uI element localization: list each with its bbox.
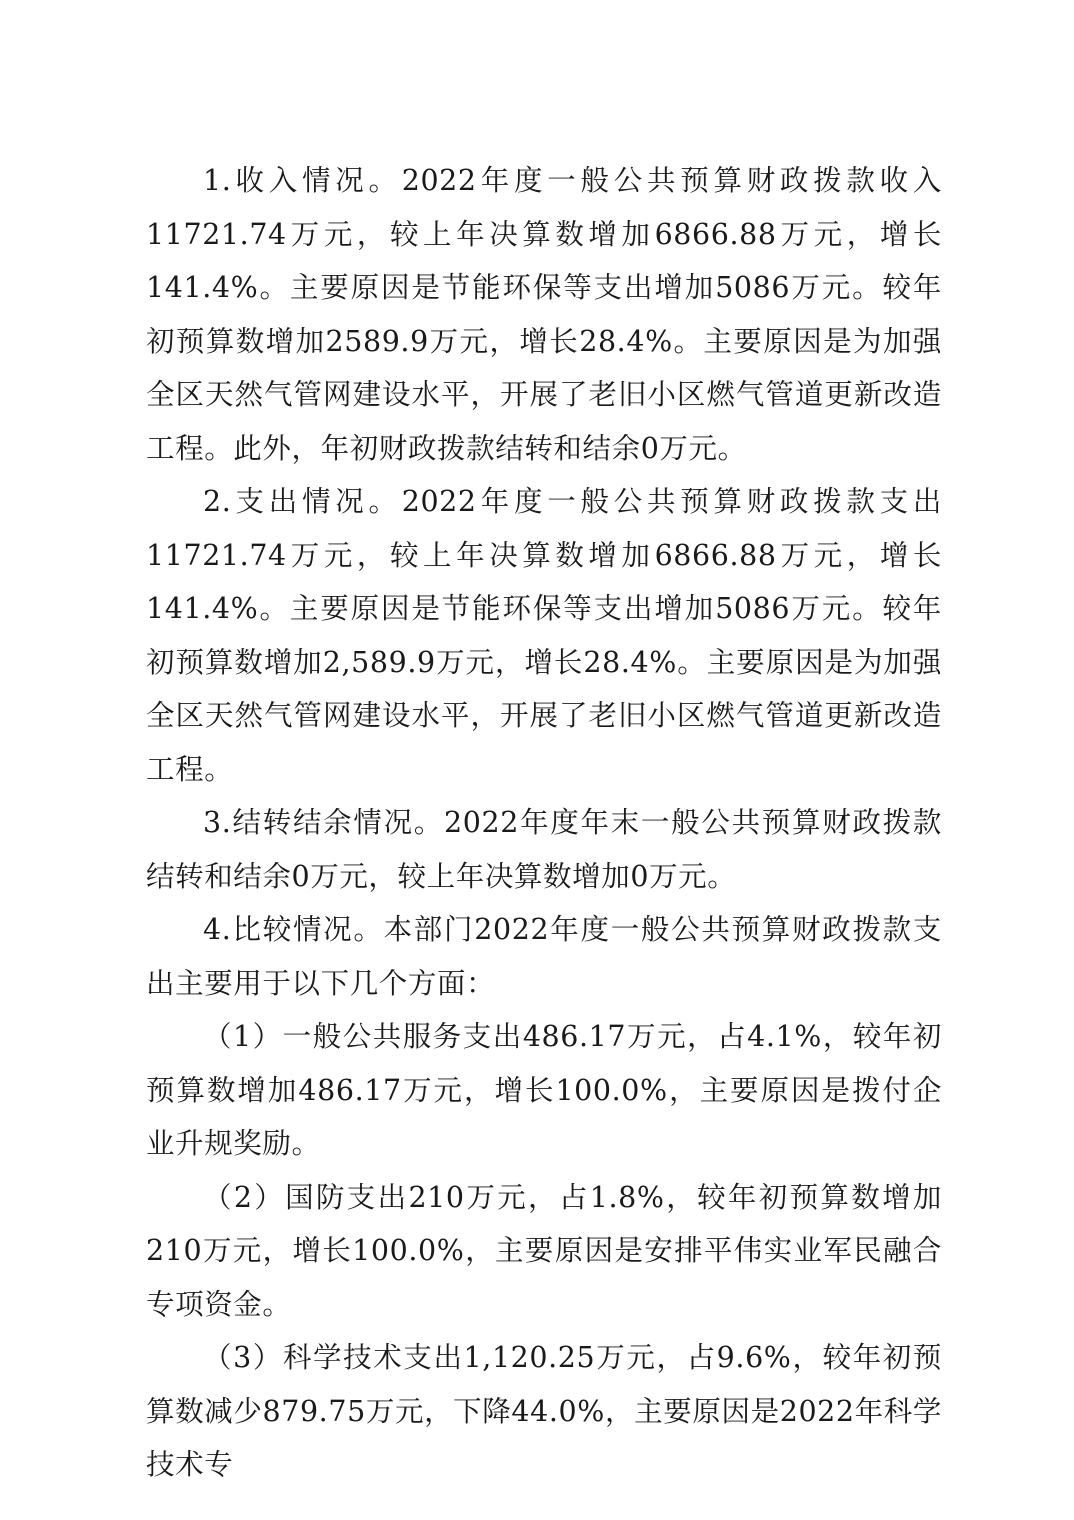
document-body	[146, 154, 942, 1492]
paragraph-item-2: （2）国防支出210万元，占1.8%，较年初预算数增加210万元，增长100.0%，主要原因是安排平伟实业军民融合专项资金。	[146, 1180, 942, 1321]
paragraph-income: 1.收入情况。2022年度一般公共预算财政拨款收入11721.74万元，较上年决算数增加6866.88万元，增长141.4%。主要原因是节能环保等支出增加5086万元。较年初预算数增加2589.9万元，增长28.4%。主要原因是为加强全区天然气管网建设水平，开展了老旧小区燃气管道更新改造工程。此外，年初财政拨款结转和结余0万元。	[146, 164, 942, 465]
paragraph-comparison: 4.比较情况。本部门2022年度一般公共预算财政拨款支出主要用于以下几个方面：	[146, 913, 942, 1000]
paragraph-item-3: （3）科学技术支出1,120.25万元，占9.6%，较年初预算数减少879.75万元，下降44.0%，主要原因是2022年科学技术专	[146, 1341, 942, 1481]
paragraph-carryover: 3.结转结余情况。2022年度年末一般公共预算财政拨款结转和结余0万元，较上年决算数增加0万元。	[146, 806, 942, 893]
paragraph-item-1: （1）一般公共服务支出486.17万元，占4.1%，较年初预算数增加486.17万元，增长100.0%，主要原因是拨付企业升规奖励。	[146, 1020, 942, 1160]
paragraph-expenditure: 2.支出情况。2022年度一般公共预算财政拨款支出11721.74万元，较上年决算数增加6866.88万元，增长141.4%。主要原因是节能环保等支出增加5086万元。较年初预算数增加2,589.9万元，增长28.4%。主要原因是为加强全区天然气管网建设水平，开展了老旧小区燃气管道更新改造工程。	[146, 485, 942, 786]
